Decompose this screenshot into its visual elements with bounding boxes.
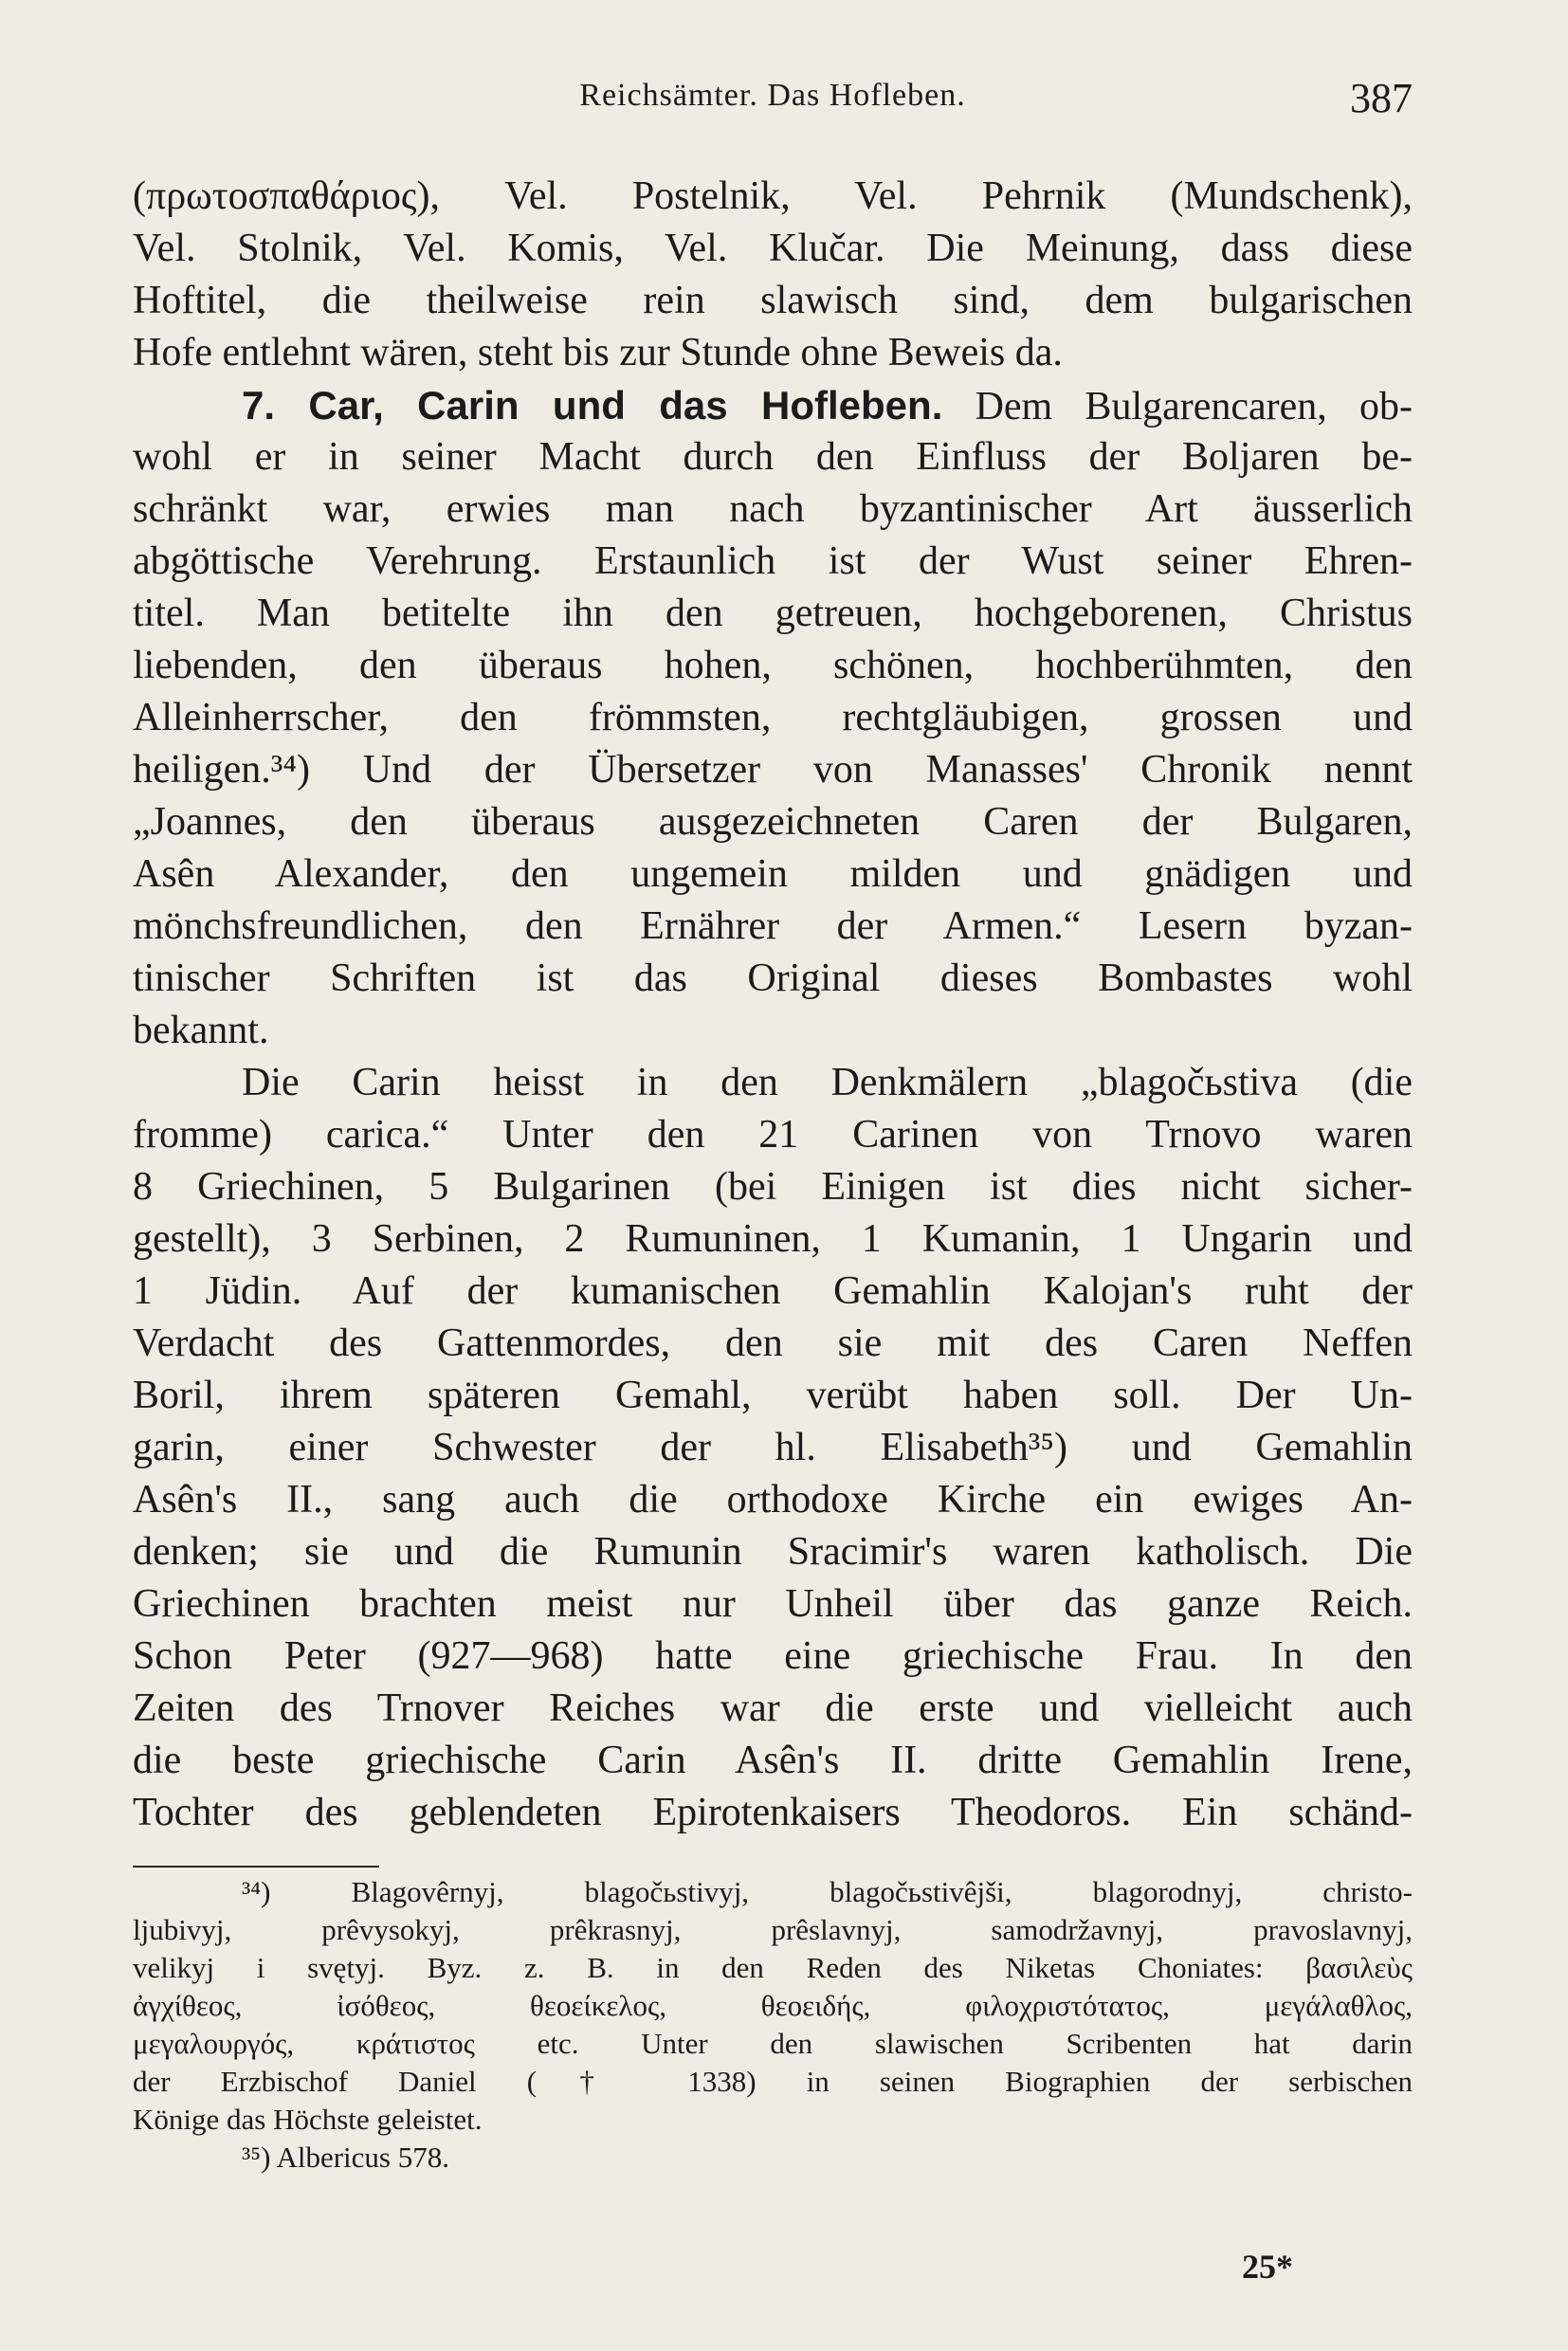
- footnote-rule: [133, 1866, 379, 1868]
- body-line: Hoftitel, die theilweise rein slawisch sind, dem bulgarischen: [133, 279, 1413, 322]
- body-line: titel. Man betitelte ihn den getreuen, hochgeborenen, Christus: [133, 592, 1413, 635]
- body-line: schränkt war, erwies man nach byzantinischer Art äusserlich: [133, 487, 1413, 531]
- body-line: „Joannes, den überaus ausgezeichneten Caren der Bulgaren,: [133, 800, 1413, 844]
- body-line: Schon Peter (927—968) hatte eine griechische Frau. In den: [133, 1634, 1413, 1678]
- body-line: Tochter des geblendeten Epirotenkaisers Theodoros. Ein schänd-: [133, 1791, 1413, 1834]
- footnote-line: ³⁴) Blagovêrnyj, blagočьstivyj, blagočьstivêjši, blagorodnyj, christo-: [242, 1875, 1413, 1908]
- body-line: mönchsfreundlichen, den Ernährer der Armen.“ Lesern byzan-: [133, 904, 1413, 948]
- body-line: Asên's II., sang auch die orthodoxe Kirche ein ewiges An-: [133, 1478, 1413, 1522]
- body-text: [133, 171, 1413, 1839]
- section-heading-line: [133, 379, 1413, 431]
- section-first-line-text: Dem Bulgarencaren, ob-: [942, 385, 1413, 428]
- printer-signature-mark: 25*: [1242, 2248, 1293, 2286]
- footnote-line: ἀγχίθεος, ἰσόθεος, θεοείκελος, θεοειδής, φιλοχριστότατος, μεγάλαθλος,: [133, 1989, 1413, 2022]
- body-line: Griechinen brachten meist nur Unheil über das ganze Reich.: [133, 1582, 1413, 1626]
- body-line: abgöttische Verehrung. Erstaunlich ist der Wust seiner Ehren-: [133, 539, 1413, 583]
- footnote-line: velikyj i svętyj. Byz. z. B. in den Reden des Niketas Choniates: βασιλεὺς: [133, 1951, 1413, 1984]
- body-line: 8 Griechinen, 5 Bulgarinen (bei Einigen ist dies nicht sicher-: [133, 1165, 1413, 1209]
- body-line: Boril, ihrem späteren Gemahl, verübt haben soll. Der Un-: [133, 1374, 1413, 1417]
- body-line: die beste griechische Carin Asên's II. dritte Gemahlin Irene,: [133, 1739, 1413, 1782]
- footnote-line: der Erzbischof Daniel († 1338) in seinen Biographien der serbischen: [133, 2065, 1413, 2098]
- footnote-line: μεγαλουργός, κράτιστος etc. Unter den slawischen Scribenten hat darin: [133, 2027, 1413, 2060]
- body-line: Alleinherrscher, den frömmsten, rechtgläubigen, grossen und: [133, 696, 1413, 739]
- body-line: heiligen.³⁴) Und der Übersetzer von Manasses' Chronik nennt: [133, 748, 1413, 792]
- body-line: wohl er in seiner Macht durch den Einfluss der Boljaren be-: [133, 435, 1413, 479]
- body-line: Verdacht des Gattenmordes, den sie mit des Caren Neffen: [133, 1321, 1413, 1365]
- footnotes: [133, 1873, 1413, 2177]
- body-line: 1 Jüdin. Auf der kumanischen Gemahlin Kalojan's ruht der: [133, 1269, 1413, 1313]
- body-line: Hofe entlehnt wären, steht bis zur Stunde ohne Beweis da.: [133, 331, 1063, 374]
- body-line: liebenden, den überaus hohen, schönen, hochberühmten, den: [133, 644, 1413, 687]
- page-number: 387: [1350, 75, 1413, 121]
- body-line: gestellt), 3 Serbinen, 2 Rumuninen, 1 Kumanin, 1 Ungarin und: [133, 1217, 1413, 1261]
- running-head: Reichsämter. Das Hofleben.: [579, 78, 966, 113]
- body-line: garin, einer Schwester der hl. Elisabeth³⁵) und Gemahlin: [133, 1426, 1413, 1469]
- body-line: denken; sie und die Rumunin Sracimir's waren katholisch. Die: [133, 1530, 1413, 1574]
- section-heading: 7. Car, Carin und das Hofleben.: [242, 383, 943, 428]
- body-line: fromme) carica.“ Unter den 21 Carinen von Trnovo waren: [133, 1113, 1413, 1157]
- footnote-line: ljubivyj, prêvysokyj, prêkrasnyj, prêslavnyj, samodržavnyj, pravoslavnyj,: [133, 1913, 1413, 1946]
- body-line: Die Carin heisst in den Denkmälern „blagočьstiva (die: [242, 1061, 1413, 1104]
- body-line: tinischer Schriften ist das Original dieses Bombastes wohl: [133, 957, 1413, 1000]
- page-header: [133, 74, 1413, 121]
- body-line: Vel. Stolnik, Vel. Komis, Vel. Klučar. Die Meinung, dass diese: [133, 227, 1413, 270]
- body-line: (πρωτοσπαθάριος), Vel. Postelnik, Vel. Pehrnik (Mundschenk),: [133, 174, 1413, 218]
- footnote-line: ³⁵) Albericus 578.: [242, 2141, 449, 2174]
- body-line: Zeiten des Trnover Reiches war die erste und vielleicht auch: [133, 1686, 1413, 1730]
- footnote-line: Könige das Höchste geleistet.: [133, 2103, 483, 2136]
- body-line: bekannt.: [133, 1009, 269, 1052]
- body-line: Asên Alexander, den ungemein milden und gnädigen und: [133, 852, 1413, 896]
